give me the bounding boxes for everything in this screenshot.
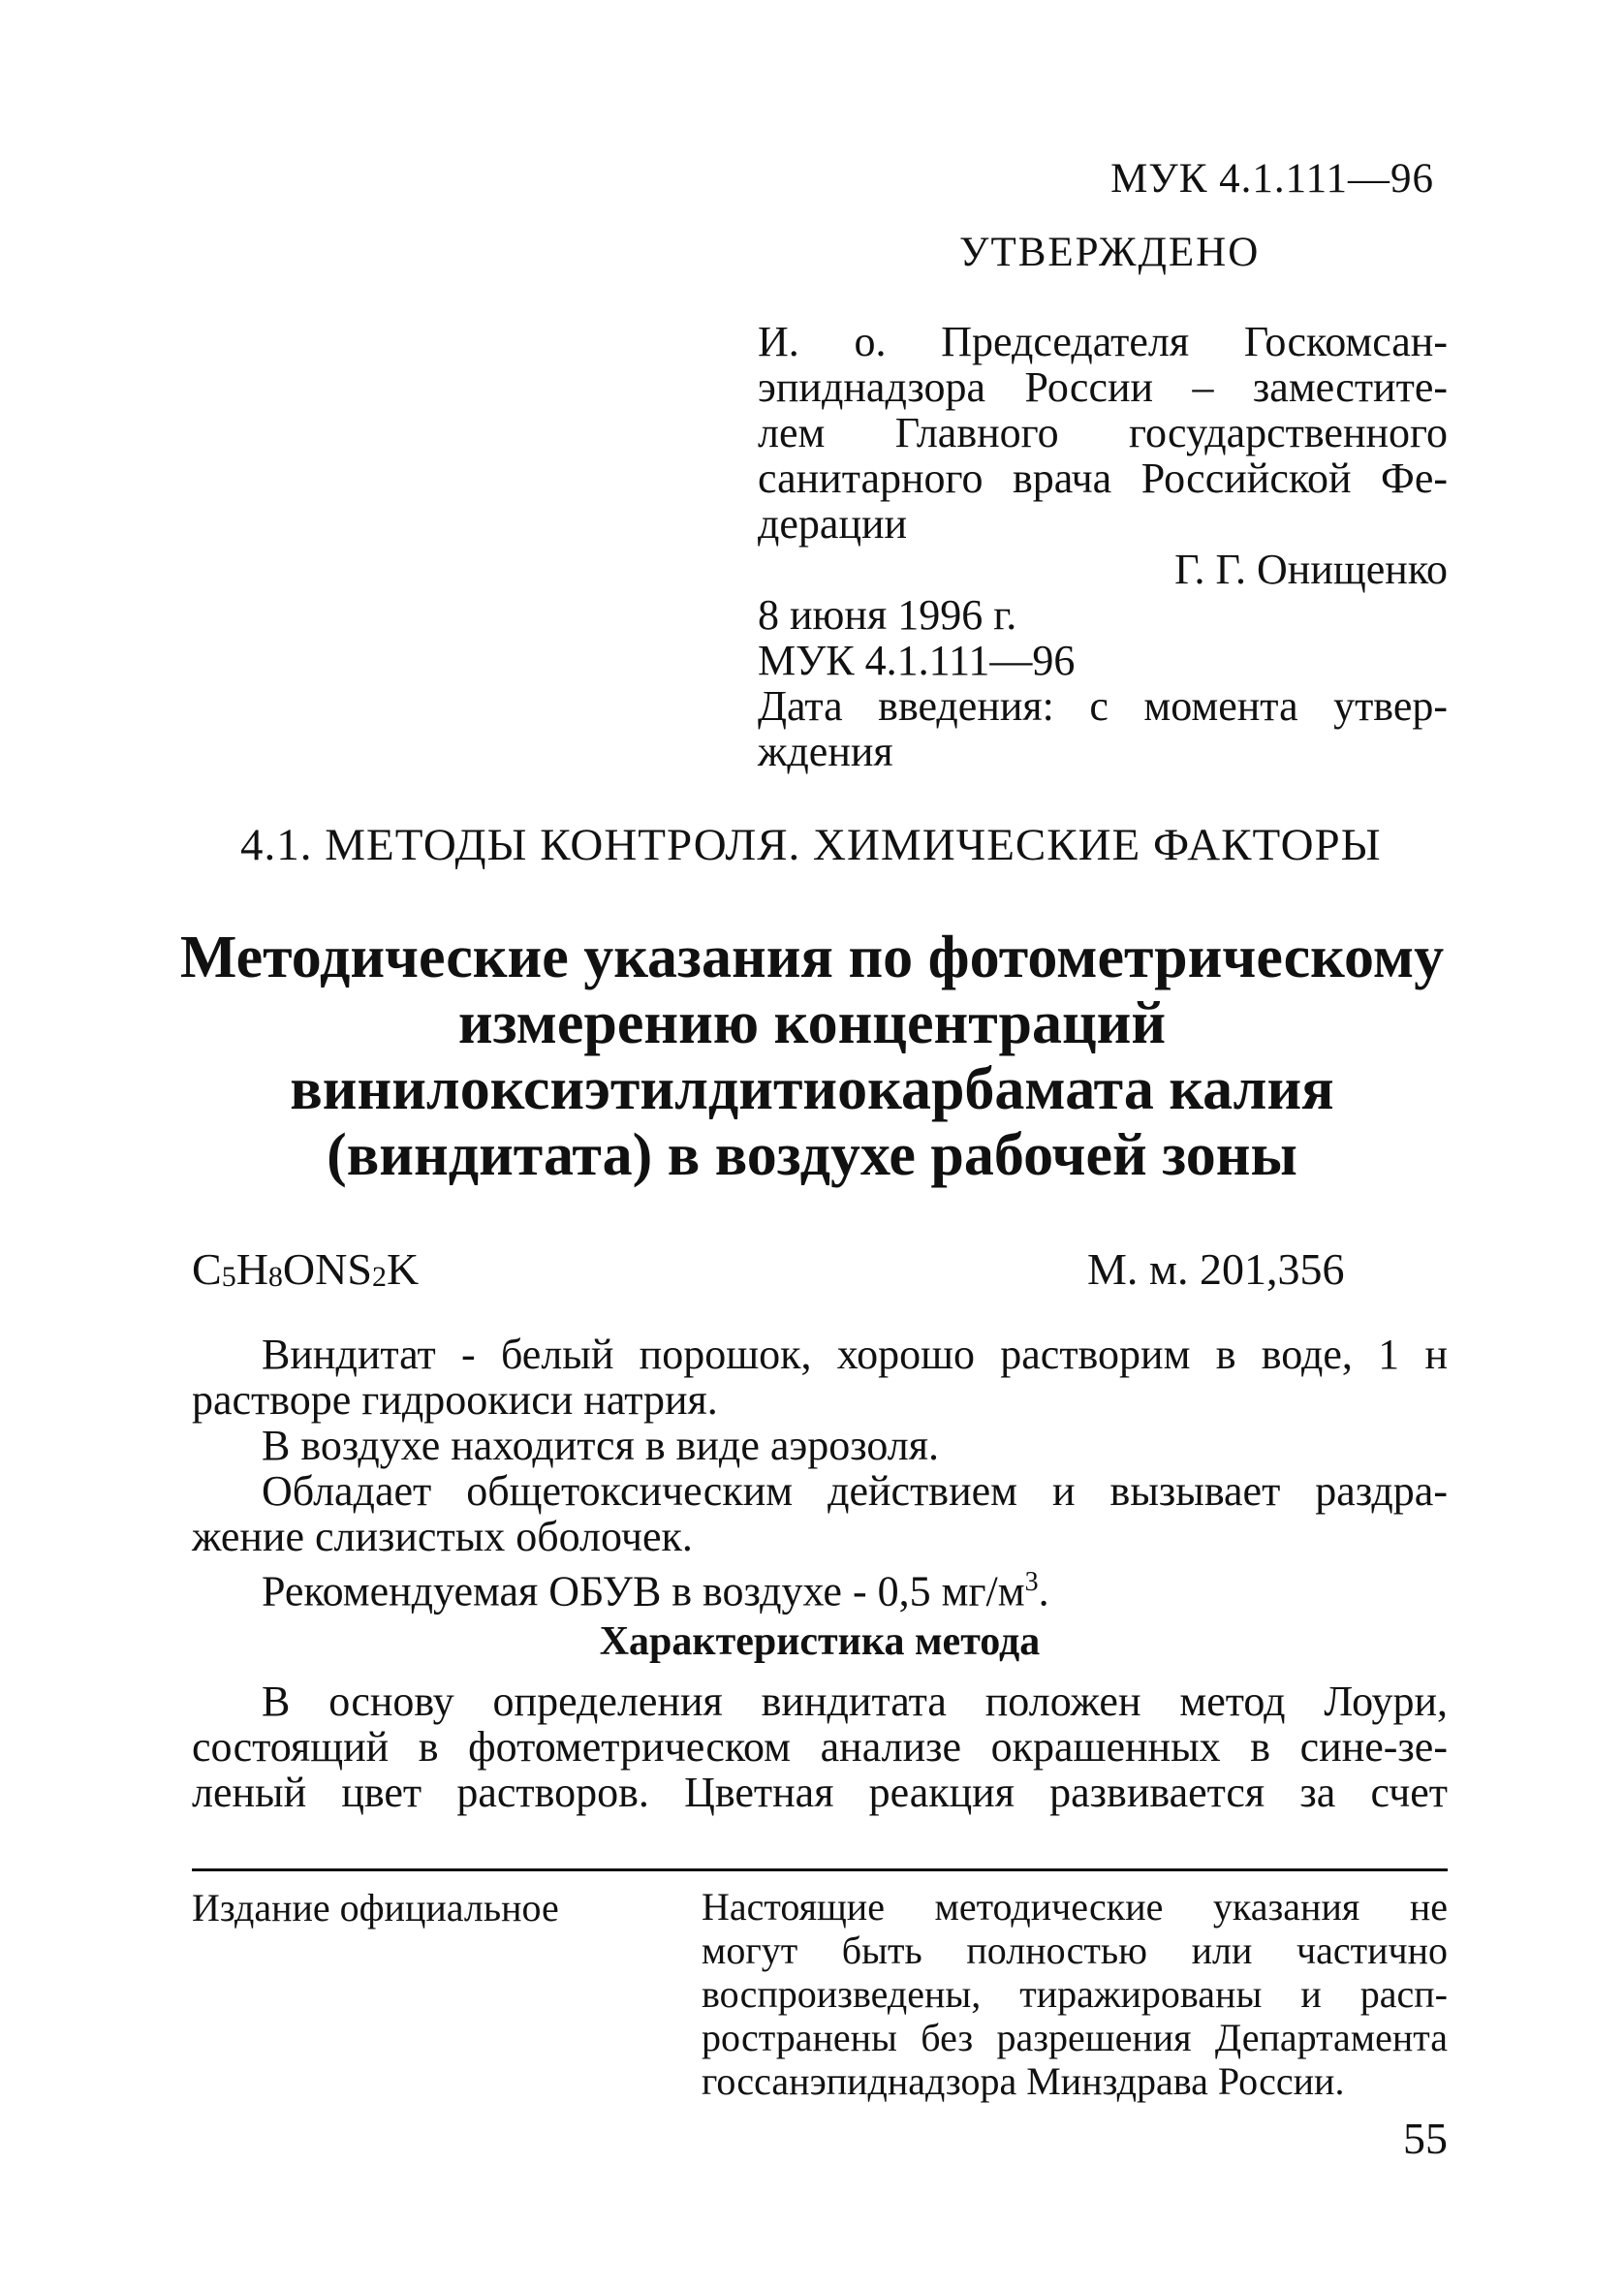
description-line: жение слизистых оболочек. xyxy=(192,1513,693,1560)
main-title-line: Методические указания по фотометрическому xyxy=(179,925,1445,990)
description-line: Обладает общетоксическим действием и вызывает раздра- xyxy=(262,1467,1448,1515)
description-line: В воздухе находится в виде аэрозоля. xyxy=(262,1422,939,1469)
copyright-line: госсанэпиднадзора Минздрава России. xyxy=(702,2059,1345,2103)
copyright-note xyxy=(702,1885,1448,2108)
method-line: состоящий в фотометрическом анализе окрашенных в сине-зе- xyxy=(192,1723,1448,1771)
molar-mass: М. м. 201,356 xyxy=(1087,1244,1345,1294)
approval-line: санитарного врача Российской Фе- xyxy=(758,455,1448,502)
approval-line: дерации xyxy=(758,500,908,548)
description-paragraphs xyxy=(192,1333,1448,1614)
approval-line: эпиднадзора России – заместите- xyxy=(758,363,1448,411)
method-paragraph xyxy=(192,1679,1448,1820)
approval-doc-code: МУК 4.1.111—96 xyxy=(758,637,1076,684)
copyright-line: могут быть полностью или частично xyxy=(702,1929,1448,1972)
method-line: леный цвет растворов. Цветная реакция развивается за счет xyxy=(192,1769,1448,1816)
main-title-line: винилоксиэтилдитиокарбамата калия xyxy=(290,1056,1334,1122)
copyright-line: воспроизведены, тиражированы и расп- xyxy=(702,1972,1448,2016)
obuv-line: Рекомендуемая ОБУВ в воздухе - 0,5 $мг/м^3$. xyxy=(262,1567,1049,1616)
main-title-line: (виндитата) в воздухе рабочей зоны xyxy=(327,1122,1297,1188)
document-code: МУК 4.1.111—96 xyxy=(1110,156,1434,202)
description-line: растворе гидроокиси натрия. xyxy=(192,1376,718,1424)
introduction-date: Дата введения: с момента утвер- xyxy=(758,682,1448,730)
approval-line: лем Главного государственного xyxy=(758,409,1448,456)
copyright-line: Настоящие методические указания не xyxy=(702,1885,1448,1929)
approved-heading: УТВЕРЖДЕНО xyxy=(959,230,1261,275)
chemical-formula: $C_5H_8ONS_2K$ xyxy=(192,1244,420,1294)
approval-date: 8 июня 1996 г. xyxy=(758,591,1017,639)
copyright-line: ространены без разрешения Департамента xyxy=(702,2016,1448,2059)
signatory-name: Г. Г. Онищенко xyxy=(1174,546,1448,593)
main-title-line: измерению концентраций xyxy=(457,990,1167,1056)
edition-label: Издание официальное xyxy=(192,1886,559,1929)
section-title: 4.1. МЕТОДЫ КОНТРОЛЯ. ХИМИЧЕСКИЕ ФАКТОРЫ xyxy=(240,820,1382,870)
method-line: В основу определения виндитата положен метод Лоури, xyxy=(262,1678,1448,1725)
page-number: 55 xyxy=(1403,2114,1448,2163)
footer-divider xyxy=(192,1868,1448,1871)
introduction-date: ждения xyxy=(758,728,893,775)
method-heading: Характеристика метода xyxy=(599,1619,1041,1664)
description-line: Виндитат - белый порошок, хорошо растворим в воде, 1 н xyxy=(262,1331,1448,1378)
approval-line: И. о. Председателя Госкомсан- xyxy=(758,318,1448,365)
approval-block xyxy=(758,318,1448,775)
